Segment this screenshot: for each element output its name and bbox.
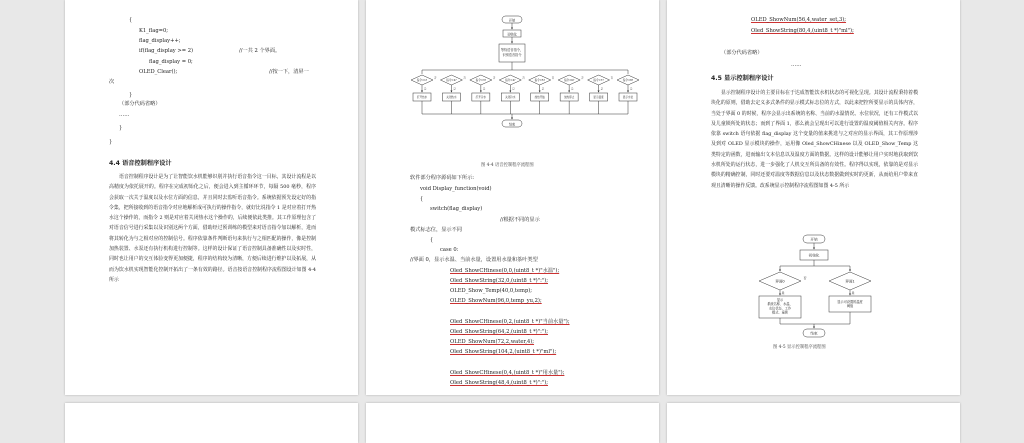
- no-label: 否: [434, 76, 437, 80]
- code-line: 次: [109, 79, 115, 85]
- code-line: OLED_ShowNum(96,0,temp_yu,2);: [450, 298, 542, 305]
- document-page-6: [667, 403, 960, 443]
- code-line: case 0:: [440, 247, 459, 254]
- listen-label-2: 识别语音指令: [502, 53, 522, 57]
- yes-label: 是: [600, 87, 603, 91]
- yes-label: 是: [541, 87, 545, 91]
- code-line: Oled_ShowCHinese(0,0,(uint8_t *)"水温");: [450, 267, 560, 274]
- code-line: if(flag_display >= 2): [139, 48, 194, 54]
- code-line: 模式标志位，显示不同: [410, 226, 462, 233]
- code-comment: //一共 2 个界面。: [239, 48, 281, 54]
- yes-label: 是: [630, 87, 633, 91]
- document-page-1: [65, 0, 358, 395]
- omitted-note: （部分代码省略）: [721, 50, 763, 56]
- figure-caption: 图 4-4 语音控制程序流程图: [481, 163, 534, 168]
- section-heading: 4.4 语音控制程序设计: [109, 160, 172, 167]
- action-label: 关闭热水: [446, 96, 457, 100]
- init-label: 初始化: [808, 253, 820, 258]
- no-label: 否: [803, 276, 807, 280]
- code-line: {: [430, 237, 434, 243]
- decision-label: 指令=3?: [475, 79, 487, 83]
- yes-label: 是: [482, 87, 486, 91]
- action-label: 显示温度: [593, 96, 604, 100]
- yes-label: 是: [512, 87, 515, 91]
- decision-label: 指令=2?: [446, 79, 457, 83]
- code-line: Oled_ShowString(104,2,(uint8_t *)"ml");: [450, 349, 557, 356]
- code-line: K1_flag=0;: [139, 28, 169, 34]
- no-label: 否: [610, 76, 613, 80]
- omitted-note: （部分代码省略）: [119, 101, 161, 107]
- decision-label: 指令=5?: [534, 79, 545, 83]
- body-paragraph: 语音控制程序设计是为了让智能饮水机能够识别并执行语音指令这一目标，其设计流程是以高精度为依托展开的。程序在完成初始化之后，便会进入到主循环环节，每隔 500 毫秒，程序会获取一次关于温度以及水位方面的信息，并且同时去监听语音指令。系统依据预先设定好的指令集，把所接收到的语音指令对应地解析成可执行的操作指令，就好比说指令 1 是对应着打开热水这个操作的，而指令 2 则是对应着关闭热水这个操作的，后续便依此类推。其工作原理包含了对语音信号进行采集以及识别这两个方面，借助经过预训练的模型来对语音指令加以解析，进而将其转化为与之相对应的控制信号。程序依靠条件判断语句来执行与之相匹配的操作，像是控制加热装置、水泵还有执行机构进行控制等。这样的设计保证了语音控制具备准确性以及实时性，同时也让用户的交互体验变得更加便捷，程序的结构较为清晰，方便后续进行维护以及拓展，从而为饮水机实现智能化控制开拓出了一条有效的路径。语音按语音控制程序流程图设计如图 4-4 所示: [109, 174, 316, 283]
- action-label-line: 模式、童锁: [772, 310, 788, 315]
- ellipsis: ……: [791, 62, 802, 68]
- code-line: Oled_ShowCHinese(0,2,(uint8_t *)"当前水量");: [450, 318, 570, 325]
- code-line: }: [119, 125, 123, 131]
- no-label: 否: [522, 76, 525, 80]
- action-label-line: 水位状态、工作: [768, 306, 792, 311]
- decision-label: 指令=4?: [505, 79, 516, 83]
- code-line: OLED_ShowNum(56,4,water_set,3);: [751, 17, 847, 23]
- decision-label: 指令=7?: [593, 79, 604, 83]
- code-line: void Display_function(void): [420, 186, 492, 192]
- code-comment: //按一下，清屏一: [269, 69, 309, 75]
- code-line: {: [129, 17, 133, 23]
- listen-label-1: 等待语音指令，: [500, 48, 524, 52]
- body-paragraph: 显示控制程序设计的主要目标在于达成智能饮水机状态的可视化呈现。其设计流程秉持着模块化的原则，借助去定义多式条件的显示模式标志位的方式，以此来把控所要显示的具体内容，当处于界面 0 的时候，程序会显示出系统的名称、当前的水温情况、水位状况，还有工作模式以及儿童锁所处的状态；而到了界面 1，那么就会呈现出可以进行设置的温度阈值相关内容。程序依靠 switch 语句依据 flag_display 这个变量的值来挑选与之对应的显示界面，其工作原理涉及到对 OLED 显示模块的操作，运用像 Oled_ShowCHinese 以及 OLED_Show_Temp 这类特定的函数，进而输出文本信息以及温度方面的数据。这样的设计能够让用户实时地获取到饮水机所处的运行状态，进一步强化了人机交互所具备的有效性。程序得以实现，依靠的是对显示模块的精确控制，同时还要对温度等数据信息以及状态数据做到实时的更新，从而给用户带来直观且清晰的操作反馈。改系统显示控制程序流程图如图 4-5 所示: [711, 90, 918, 189]
- code-line: }: [109, 139, 113, 145]
- code-line: {: [420, 196, 424, 203]
- code-line: Oled_ShowString(80,4,(uint8_t *)"ml");: [751, 28, 854, 34]
- document-page-5: [366, 403, 659, 443]
- action-label: 关闭冷水: [505, 96, 516, 100]
- no-label: 否: [551, 76, 555, 80]
- code-line: OLED_ShowNum(72,2,water,4);: [450, 339, 535, 345]
- code-line: OLED_Clear();: [139, 69, 178, 75]
- action-label-line: 阈值: [846, 304, 854, 309]
- action-label-line: 显示: [776, 298, 784, 302]
- code-line: //界面 0，显示水温、当前水量，设置用水量和茶叶类型: [410, 257, 538, 264]
- code-line: switch(flag_display): [430, 206, 483, 213]
- code-line: flag_display = 0;: [149, 59, 193, 65]
- display-control-flowchart: [745, 230, 885, 340]
- ellipsis: ……: [119, 112, 130, 118]
- action-label: 打开热水: [416, 96, 428, 100]
- end-label: 结束: [810, 331, 818, 336]
- code-line: Oled_ShowString(64,2,(uint8_t *)":");: [450, 328, 549, 335]
- code-line: Oled_ShowString(32,0,(uint8_t *)":");: [450, 277, 549, 284]
- no-label: 否: [463, 76, 466, 80]
- voice-control-flowchart: [366, 10, 659, 150]
- code-line: flag_display++;: [139, 38, 181, 44]
- action-label: 加热停止: [563, 96, 575, 100]
- init-label: 初始化: [507, 32, 517, 37]
- code-line: Oled_ShowString(48,4,(uint8_t *)":");: [450, 379, 549, 386]
- document-page-3: [667, 0, 960, 395]
- section-heading: 4.5 显示控制程序设计: [711, 75, 774, 82]
- decision-label: 指令=8?: [622, 79, 634, 83]
- right-decision-label: 界面1: [845, 279, 855, 284]
- start-label: 开始: [508, 18, 516, 23]
- figure-caption: 图 4-5 显示控制程序流程图: [773, 345, 826, 350]
- document-page-4: [65, 403, 358, 443]
- yes-label: 是: [571, 87, 574, 91]
- code-line: }: [129, 92, 133, 98]
- left-decision-label: 界面0: [775, 279, 785, 284]
- code-line: Oled_ShowCHinese(0,4,(uint8_t *)"用水量");: [450, 369, 565, 376]
- action-label: 打开冷水: [475, 96, 487, 100]
- yes-label: 是: [424, 87, 427, 91]
- yes-label: 是: [781, 291, 785, 295]
- decision-label: 指令=6?: [563, 79, 575, 83]
- code-line: OLED_Show_Temp(40,0,temp);: [450, 288, 533, 294]
- action-label-line: 显示可设置的温度: [837, 300, 863, 304]
- document-page-2: [366, 0, 659, 395]
- no-label: 否: [581, 76, 584, 80]
- code-line: //根据不同的显示: [500, 216, 540, 223]
- yes-label: 是: [851, 291, 855, 295]
- code-intro: 软件部分程序源码如下所示:: [410, 175, 474, 181]
- action-label-line: 系统名称、水温、: [767, 302, 793, 307]
- no-label: 否: [492, 76, 496, 80]
- start-label: 开始: [810, 237, 818, 242]
- decision-label: 指令=1?: [416, 79, 428, 83]
- action-label: 显示水位: [622, 96, 634, 100]
- action-label: 加热开始: [534, 96, 545, 100]
- yes-label: 是: [453, 87, 456, 91]
- end-label: 结束: [508, 122, 516, 127]
